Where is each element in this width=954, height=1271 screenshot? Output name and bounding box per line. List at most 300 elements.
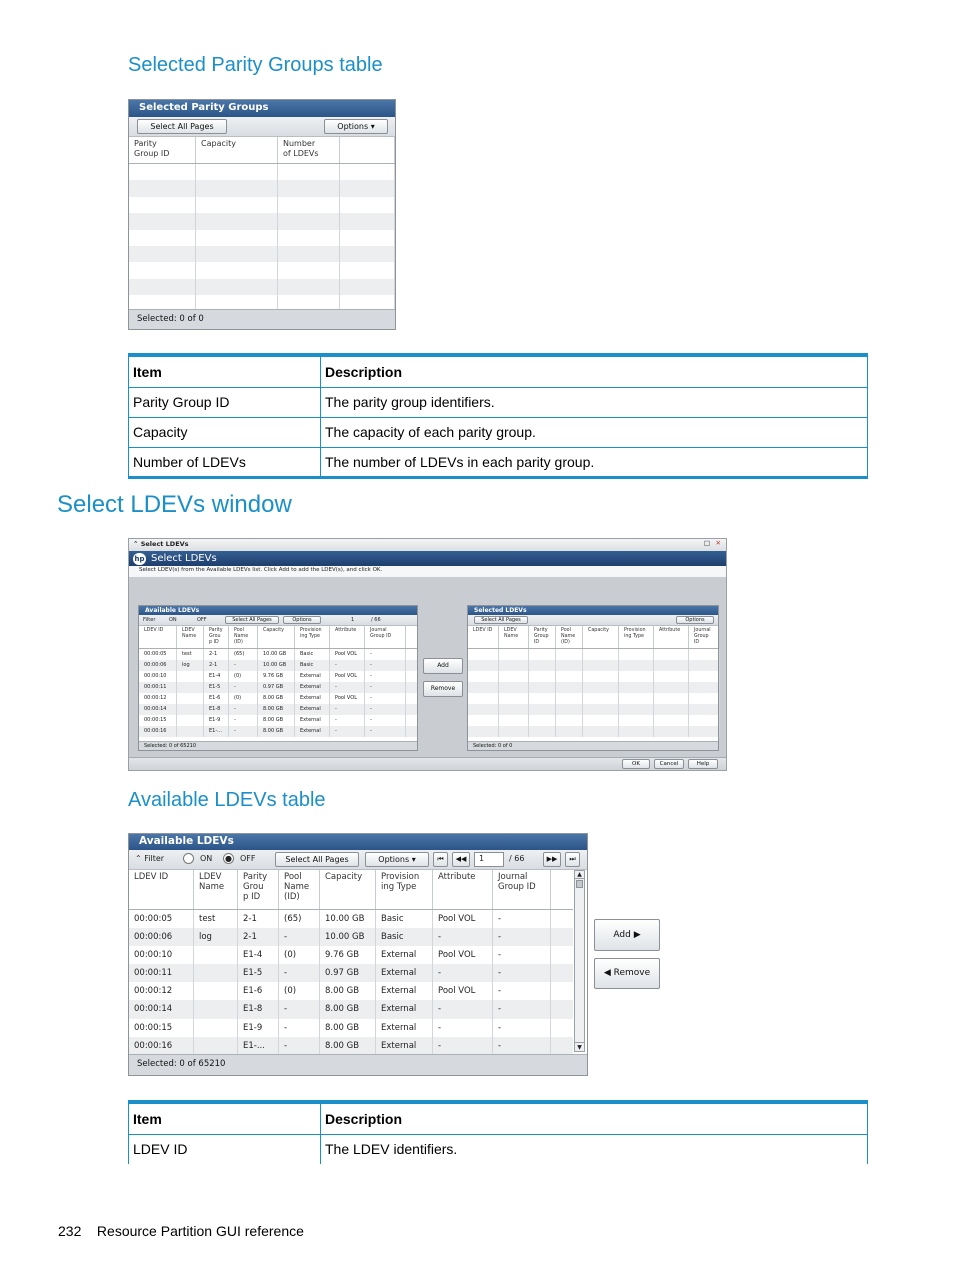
table-cell: E1-6 bbox=[204, 693, 229, 704]
table-cell bbox=[689, 682, 720, 693]
column-header[interactable]: Pool Name (ID) bbox=[229, 626, 258, 648]
table-cell bbox=[196, 197, 278, 213]
filter-on-radio[interactable] bbox=[183, 853, 194, 864]
table-cell: (0) bbox=[229, 693, 258, 704]
table-cell: External bbox=[376, 1037, 433, 1055]
table-row[interactable] bbox=[129, 246, 395, 262]
table-cell bbox=[619, 649, 654, 660]
table-cell: - bbox=[365, 671, 406, 682]
mini-available-footer: Selected: 0 of 65210 bbox=[139, 741, 417, 750]
table-cell bbox=[194, 964, 238, 982]
table-cell: External bbox=[295, 671, 330, 682]
table-cell: Pool VOL bbox=[330, 649, 365, 660]
mini-select-all-pages-button[interactable]: Select All Pages bbox=[225, 616, 279, 624]
item-cell: LDEV ID bbox=[129, 1134, 321, 1164]
remove-button[interactable] bbox=[594, 958, 660, 989]
last-page-icon[interactable]: ⏭ bbox=[565, 852, 580, 867]
column-header[interactable]: Pool Name (ID) bbox=[556, 626, 583, 648]
table-cell bbox=[556, 671, 583, 682]
table-cell: (0) bbox=[229, 671, 258, 682]
column-header[interactable]: Capacity bbox=[583, 626, 619, 648]
first-page-icon[interactable]: ⏮ bbox=[433, 852, 448, 867]
table-cell: Basic bbox=[376, 928, 433, 946]
table-cell bbox=[129, 164, 196, 180]
table-cell: Pool VOL bbox=[433, 946, 493, 964]
column-header[interactable]: Attribute bbox=[330, 626, 365, 648]
table-cell: 8.00 GB bbox=[320, 1019, 376, 1037]
column-header[interactable]: Attribute bbox=[654, 626, 689, 648]
collapse-icon: ⌃ bbox=[135, 854, 142, 863]
table-cell bbox=[196, 246, 278, 262]
table-cell bbox=[468, 649, 499, 660]
item-cell: Number of LDEVs bbox=[129, 447, 321, 477]
table-cell: 10.00 GB bbox=[258, 660, 295, 671]
chevron-down-icon: ▾ bbox=[370, 122, 375, 131]
table-cell bbox=[583, 682, 619, 693]
table-row[interactable] bbox=[129, 964, 573, 982]
table-row[interactable] bbox=[129, 164, 395, 180]
ok-button[interactable]: OK bbox=[622, 759, 650, 769]
table-cell: log bbox=[194, 928, 238, 946]
table-cell bbox=[529, 671, 556, 682]
item-cell: Parity Group ID bbox=[129, 387, 321, 417]
filter-off-radio[interactable]: ● bbox=[223, 853, 234, 864]
table-row[interactable] bbox=[468, 682, 718, 693]
close-icon[interactable]: ✕ bbox=[715, 539, 721, 547]
table-cell: 0.97 GB bbox=[320, 964, 376, 982]
table-cell bbox=[556, 693, 583, 704]
scrollbar-thumb[interactable] bbox=[576, 880, 583, 888]
column-header[interactable]: LDEV Name bbox=[177, 626, 204, 648]
table-cell: - bbox=[229, 660, 258, 671]
options-button[interactable] bbox=[365, 852, 429, 867]
panel-footer: Selected: 0 of 0 bbox=[129, 309, 395, 329]
table-cell: E1-... bbox=[204, 726, 229, 737]
section-heading-select-ldevs-window: Select LDEVs window bbox=[57, 491, 292, 518]
column-header[interactable]: Number of LDEVs bbox=[278, 137, 340, 163]
table-cell: - bbox=[365, 726, 406, 737]
table-row[interactable] bbox=[139, 726, 417, 737]
mini-selected-select-all-button[interactable]: Select All Pages bbox=[474, 616, 528, 624]
table-cell: E1-8 bbox=[238, 1000, 279, 1018]
table-cell: 8.00 GB bbox=[320, 1000, 376, 1018]
available-title: Available LDEVs bbox=[129, 834, 587, 850]
column-header[interactable]: Parity Grou p ID bbox=[238, 870, 279, 909]
table-cell bbox=[556, 649, 583, 660]
options-button[interactable] bbox=[324, 119, 388, 134]
table-cell: - bbox=[365, 704, 406, 715]
table-cell: 00:00:05 bbox=[139, 649, 177, 660]
table-row[interactable] bbox=[139, 704, 417, 715]
table-cell bbox=[654, 660, 689, 671]
table-cell: 8.00 GB bbox=[320, 1037, 376, 1055]
table-cell bbox=[556, 715, 583, 726]
table-cell: Pool VOL bbox=[433, 982, 493, 1000]
table-cell: log bbox=[177, 660, 204, 671]
table-row[interactable] bbox=[129, 279, 395, 295]
table-row bbox=[129, 387, 868, 417]
mini-filter-on[interactable]: ON bbox=[169, 617, 177, 623]
column-header[interactable] bbox=[340, 137, 395, 163]
table-cell: (0) bbox=[279, 946, 320, 964]
table-cell bbox=[619, 726, 654, 737]
collapse-icon[interactable]: ⌃ bbox=[133, 540, 139, 548]
table-cell bbox=[278, 164, 340, 180]
table-cell: - bbox=[433, 928, 493, 946]
table-row[interactable] bbox=[129, 910, 573, 928]
table-cell bbox=[619, 715, 654, 726]
table-cell bbox=[194, 946, 238, 964]
table-cell bbox=[278, 230, 340, 246]
filter-label: Filter bbox=[144, 854, 165, 863]
window-banner bbox=[129, 551, 726, 566]
table-cell: test bbox=[177, 649, 204, 660]
table-cell: 0.97 GB bbox=[258, 682, 295, 693]
table-cell: - bbox=[330, 715, 365, 726]
table-cell: - bbox=[279, 1037, 320, 1055]
table-cell bbox=[177, 715, 204, 726]
table-row[interactable] bbox=[129, 1037, 573, 1055]
remove-label: Remove bbox=[613, 968, 651, 978]
available-grid-body bbox=[129, 910, 573, 1055]
table-cell: Basic bbox=[295, 660, 330, 671]
page-total: / 66 bbox=[509, 854, 525, 863]
table-cell: External bbox=[376, 946, 433, 964]
table-cell: 00:00:16 bbox=[139, 726, 177, 737]
section-heading-available-ldevs: Available LDEVs table bbox=[128, 789, 326, 811]
table-cell: 00:00:06 bbox=[129, 928, 194, 946]
table-cell: 2-1 bbox=[204, 649, 229, 660]
table-row[interactable] bbox=[129, 262, 395, 278]
column-header[interactable]: Parity Group ID bbox=[529, 626, 556, 648]
description-cell: The LDEV identifiers. bbox=[321, 1134, 868, 1164]
column-header[interactable]: LDEV ID bbox=[139, 626, 177, 648]
table-cell: 00:00:16 bbox=[129, 1037, 194, 1055]
window-instruction: Select LDEV(s) from the Available LDEVs list. Click Add to add the LDEV(s), and click OK. bbox=[129, 566, 726, 577]
table-cell: - bbox=[229, 726, 258, 737]
column-header[interactable]: Capacity bbox=[320, 870, 376, 909]
scroll-down-icon[interactable]: ▼ bbox=[575, 1042, 584, 1051]
table-cell bbox=[129, 262, 196, 278]
previous-page-icon[interactable]: ◀◀ bbox=[452, 852, 470, 867]
available-ldevs-panel bbox=[128, 833, 588, 1076]
page-footer bbox=[58, 1223, 304, 1239]
table-row[interactable] bbox=[139, 715, 417, 726]
table-row[interactable] bbox=[468, 649, 718, 660]
table-cell bbox=[689, 671, 720, 682]
mini-options-button[interactable]: Options bbox=[283, 616, 321, 624]
table-cell bbox=[468, 726, 499, 737]
table-row[interactable] bbox=[129, 928, 573, 946]
table-cell: 8.00 GB bbox=[258, 715, 295, 726]
table-row[interactable] bbox=[468, 660, 718, 671]
table-cell: - bbox=[493, 946, 551, 964]
mini-selected-ldevs-panel bbox=[467, 605, 719, 751]
table-cell bbox=[654, 726, 689, 737]
item-cell: Capacity bbox=[129, 417, 321, 447]
column-header[interactable]: Provision ing Type bbox=[295, 626, 330, 648]
table-cell bbox=[654, 671, 689, 682]
mini-selected-options-button[interactable]: Options bbox=[676, 616, 714, 624]
table-cell bbox=[529, 715, 556, 726]
table-row bbox=[129, 417, 868, 447]
table-cell bbox=[340, 197, 395, 213]
table-cell: E1-5 bbox=[204, 682, 229, 693]
table-cell bbox=[654, 715, 689, 726]
select-all-pages-button[interactable]: Select All Pages bbox=[275, 852, 359, 867]
table-cell bbox=[619, 660, 654, 671]
table-cell bbox=[194, 1019, 238, 1037]
column-header[interactable]: Journal Group ID bbox=[365, 626, 406, 648]
table-row[interactable] bbox=[468, 671, 718, 682]
table-row[interactable] bbox=[129, 1019, 573, 1037]
table-cell bbox=[278, 246, 340, 262]
table-cell bbox=[468, 704, 499, 715]
table-cell: 00:00:05 bbox=[129, 910, 194, 928]
table-cell: - bbox=[330, 726, 365, 737]
table-cell: External bbox=[295, 704, 330, 715]
window-button-bar bbox=[129, 757, 726, 770]
table-cell: - bbox=[279, 928, 320, 946]
header-item: Item bbox=[129, 1102, 321, 1134]
table-cell: - bbox=[493, 910, 551, 928]
table-cell bbox=[529, 726, 556, 737]
header-description: Description bbox=[321, 355, 868, 387]
column-header[interactable]: Capacity bbox=[258, 626, 295, 648]
table-cell bbox=[129, 279, 196, 295]
table-row[interactable] bbox=[129, 230, 395, 246]
table-cell bbox=[499, 682, 529, 693]
page-number: 232 bbox=[58, 1223, 82, 1239]
table-cell bbox=[340, 279, 395, 295]
column-header[interactable]: Journal Group ID bbox=[493, 870, 551, 909]
table-cell bbox=[583, 704, 619, 715]
table-cell: - bbox=[365, 660, 406, 671]
table-row[interactable] bbox=[139, 682, 417, 693]
table-cell bbox=[529, 693, 556, 704]
table-cell bbox=[499, 671, 529, 682]
table-cell bbox=[499, 649, 529, 660]
column-header[interactable]: LDEV Name bbox=[499, 626, 529, 648]
table-row[interactable] bbox=[139, 671, 417, 682]
column-header[interactable]: Provision ing Type bbox=[376, 870, 433, 909]
vertical-scrollbar[interactable] bbox=[574, 870, 585, 1052]
select-ldevs-window bbox=[128, 538, 727, 771]
table-cell: 2-1 bbox=[238, 910, 279, 928]
section-heading-selected-parity-groups: Selected Parity Groups table bbox=[128, 54, 383, 76]
table-cell: Pool VOL bbox=[330, 693, 365, 704]
table-cell bbox=[278, 180, 340, 196]
table-cell: Pool VOL bbox=[330, 671, 365, 682]
table-cell bbox=[177, 671, 204, 682]
table-cell: Basic bbox=[376, 910, 433, 928]
table-cell bbox=[129, 180, 196, 196]
table-cell bbox=[278, 279, 340, 295]
table-cell: (65) bbox=[229, 649, 258, 660]
mini-available-grid-body bbox=[139, 649, 417, 737]
column-header[interactable]: Journal Group ID bbox=[689, 626, 720, 648]
mini-filter-off[interactable]: OFF bbox=[197, 617, 207, 623]
table-cell: 10.00 GB bbox=[258, 649, 295, 660]
table-cell bbox=[689, 660, 720, 671]
table-cell: 9.76 GB bbox=[258, 671, 295, 682]
table-cell: External bbox=[295, 726, 330, 737]
table-cell: - bbox=[330, 660, 365, 671]
table-cell bbox=[654, 682, 689, 693]
available-grid-header bbox=[129, 870, 573, 910]
table-cell bbox=[129, 246, 196, 262]
table-row[interactable] bbox=[129, 1000, 573, 1018]
table-cell bbox=[654, 693, 689, 704]
window-caption-bar bbox=[129, 539, 726, 551]
table-cell: External bbox=[295, 693, 330, 704]
table-cell: E1-... bbox=[238, 1037, 279, 1055]
table-cell bbox=[340, 246, 395, 262]
table-cell bbox=[196, 279, 278, 295]
column-header[interactable]: LDEV ID bbox=[468, 626, 499, 648]
mini-add-button[interactable]: Add bbox=[423, 658, 463, 674]
table-cell: 00:00:10 bbox=[139, 671, 177, 682]
table-cell: - bbox=[365, 715, 406, 726]
window-caption: Select LDEVs bbox=[140, 540, 189, 548]
grid-header bbox=[129, 137, 395, 164]
table-cell bbox=[556, 704, 583, 715]
table-cell: External bbox=[376, 982, 433, 1000]
table-cell: External bbox=[295, 682, 330, 693]
table-cell: - bbox=[493, 928, 551, 946]
table-cell bbox=[689, 704, 720, 715]
table-cell: 00:00:15 bbox=[129, 1019, 194, 1037]
table-row[interactable] bbox=[468, 704, 718, 715]
table-row[interactable] bbox=[129, 213, 395, 229]
table-cell: 8.00 GB bbox=[258, 704, 295, 715]
table-cell bbox=[177, 693, 204, 704]
table-cell: - bbox=[229, 704, 258, 715]
add-button[interactable] bbox=[594, 919, 660, 951]
table-cell bbox=[340, 164, 395, 180]
table-row[interactable] bbox=[129, 946, 573, 964]
filter-toggle[interactable] bbox=[135, 854, 164, 863]
table-cell: (0) bbox=[279, 982, 320, 1000]
arrow-left-icon: ◀ bbox=[603, 968, 611, 978]
table-row[interactable] bbox=[468, 715, 718, 726]
table-cell bbox=[529, 649, 556, 660]
table-cell bbox=[529, 682, 556, 693]
table-cell bbox=[278, 213, 340, 229]
table-cell: 2-1 bbox=[238, 928, 279, 946]
table-cell: External bbox=[376, 964, 433, 982]
table-cell bbox=[619, 704, 654, 715]
table-row[interactable] bbox=[129, 982, 573, 1000]
mini-remove-button[interactable]: Remove bbox=[423, 681, 463, 697]
table-row bbox=[129, 447, 868, 477]
parity-groups-description-table bbox=[128, 353, 868, 479]
table-cell bbox=[194, 982, 238, 1000]
table-cell: 10.00 GB bbox=[320, 928, 376, 946]
table-row[interactable] bbox=[139, 660, 417, 671]
table-cell: 00:00:15 bbox=[139, 715, 177, 726]
arrow-right-icon: ▶ bbox=[633, 930, 641, 940]
table-cell: E1-5 bbox=[238, 964, 279, 982]
table-row[interactable] bbox=[139, 649, 417, 660]
table-cell bbox=[583, 715, 619, 726]
mini-selected-grid-header bbox=[468, 626, 718, 649]
maximize-icon[interactable]: □ bbox=[703, 539, 710, 547]
table-cell: Pool VOL bbox=[433, 910, 493, 928]
column-header[interactable]: LDEV ID bbox=[129, 870, 194, 909]
column-header[interactable]: Attribute bbox=[433, 870, 493, 909]
table-cell: - bbox=[279, 1000, 320, 1018]
available-toolbar bbox=[129, 850, 587, 870]
table-cell bbox=[278, 197, 340, 213]
ldev-description-table bbox=[128, 1100, 868, 1164]
scroll-up-icon[interactable]: ▲ bbox=[575, 871, 584, 879]
description-cell: The capacity of each parity group. bbox=[321, 417, 868, 447]
table-cell bbox=[340, 180, 395, 196]
table-cell: 9.76 GB bbox=[320, 946, 376, 964]
column-header[interactable]: Pool Name (ID) bbox=[279, 870, 320, 909]
next-page-icon[interactable]: ▶▶ bbox=[543, 852, 561, 867]
table-cell: E1-9 bbox=[204, 715, 229, 726]
selected-parity-groups-panel bbox=[128, 99, 396, 330]
table-cell bbox=[468, 660, 499, 671]
table-cell: - bbox=[330, 682, 365, 693]
column-header[interactable]: Parity Group ID bbox=[129, 137, 196, 163]
help-button[interactable]: Help bbox=[688, 759, 718, 769]
table-cell: 00:00:14 bbox=[139, 704, 177, 715]
options-label: Options bbox=[337, 122, 369, 131]
mini-page-value[interactable]: 1 bbox=[351, 617, 355, 623]
table-cell bbox=[556, 660, 583, 671]
table-cell bbox=[689, 726, 720, 737]
column-header[interactable]: Capacity bbox=[196, 137, 278, 163]
table-cell bbox=[177, 726, 204, 737]
table-cell: 00:00:12 bbox=[129, 982, 194, 1000]
table-cell: E1-4 bbox=[238, 946, 279, 964]
header-description: Description bbox=[321, 1102, 868, 1134]
table-row[interactable] bbox=[468, 693, 718, 704]
panel-title: Selected Parity Groups bbox=[129, 100, 395, 117]
table-cell bbox=[278, 262, 340, 278]
table-cell bbox=[583, 649, 619, 660]
filter-off-label: OFF bbox=[240, 854, 256, 863]
table-cell: 10.00 GB bbox=[320, 910, 376, 928]
column-header[interactable]: Provision ing Type bbox=[619, 626, 654, 648]
table-cell bbox=[194, 1000, 238, 1018]
table-cell bbox=[340, 230, 395, 246]
table-row[interactable] bbox=[139, 693, 417, 704]
table-cell: - bbox=[365, 682, 406, 693]
table-cell bbox=[529, 660, 556, 671]
select-all-pages-button[interactable]: Select All Pages bbox=[137, 119, 227, 134]
table-row[interactable] bbox=[468, 726, 718, 737]
table-row[interactable] bbox=[129, 197, 395, 213]
table-row[interactable] bbox=[129, 180, 395, 196]
table-cell bbox=[468, 682, 499, 693]
cancel-button[interactable]: Cancel bbox=[654, 759, 684, 769]
column-header[interactable]: Parity Grou p ID bbox=[204, 626, 229, 648]
table-cell: E1-4 bbox=[204, 671, 229, 682]
table-cell bbox=[529, 704, 556, 715]
mini-filter-label[interactable]: Filter bbox=[143, 617, 156, 623]
page-number-input[interactable]: 1 bbox=[474, 852, 504, 867]
options-label: Options bbox=[378, 855, 410, 864]
table-cell bbox=[177, 704, 204, 715]
column-header[interactable]: LDEV Name bbox=[194, 870, 238, 909]
table-cell: External bbox=[295, 715, 330, 726]
table-cell: - bbox=[433, 1019, 493, 1037]
description-cell: The number of LDEVs in each parity group. bbox=[321, 447, 868, 477]
